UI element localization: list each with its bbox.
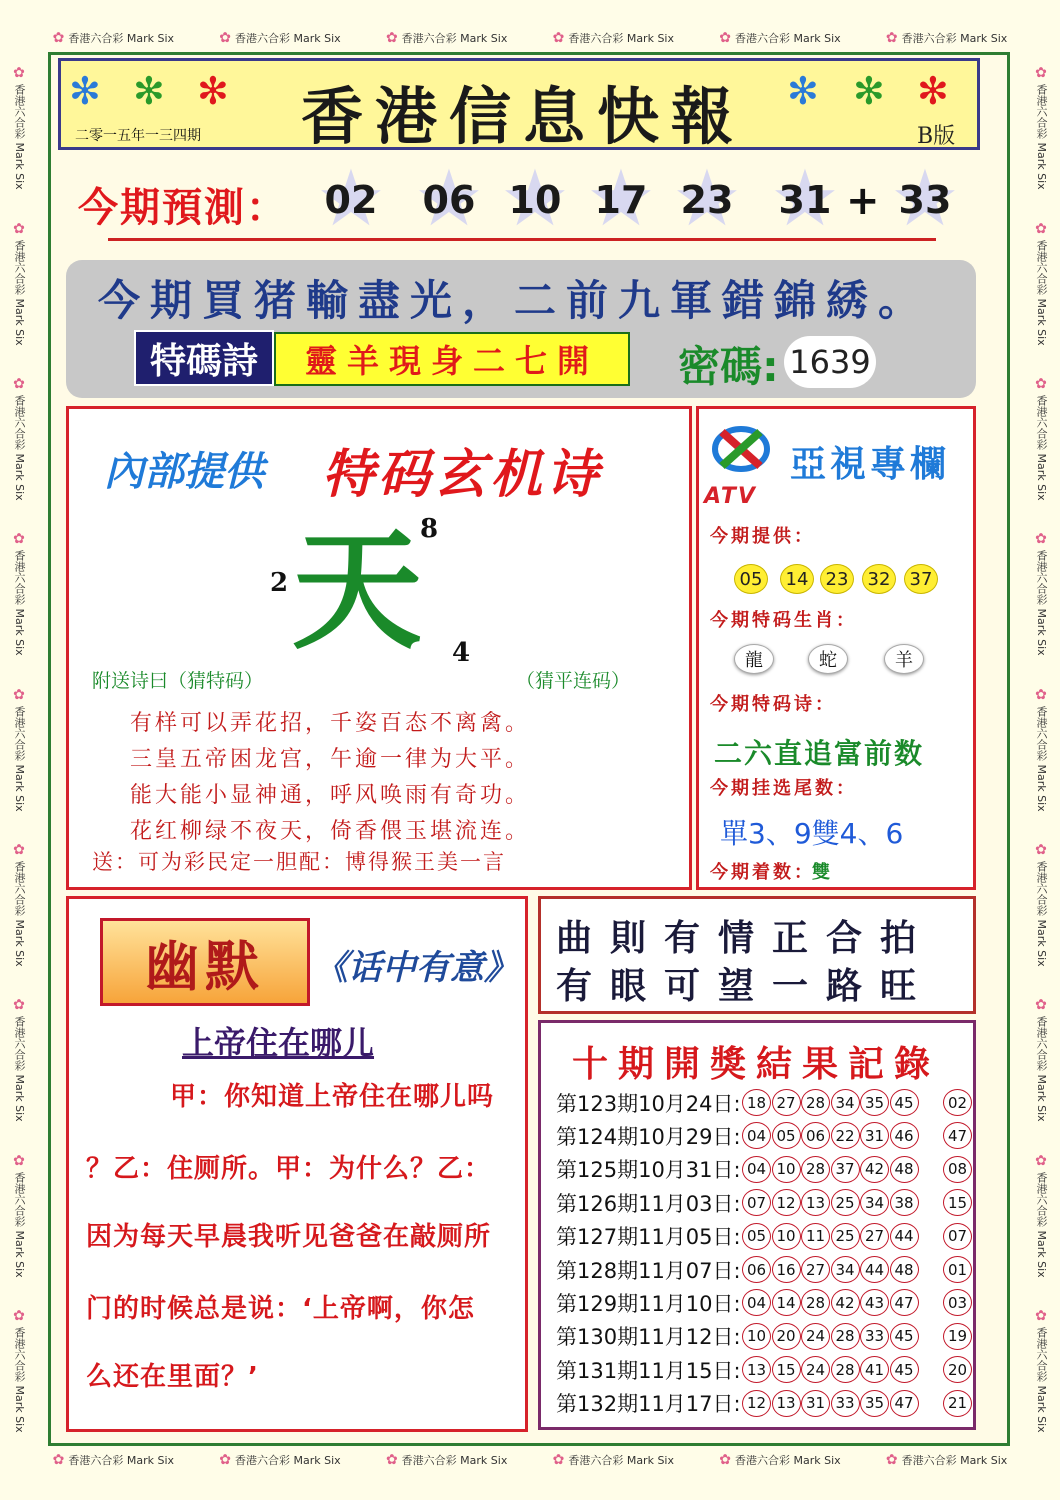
prediction-number: ★ 17	[576, 170, 666, 230]
result-ball: 04	[742, 1156, 771, 1183]
result-ball: 04	[742, 1122, 771, 1149]
results-title: 十期開獎結果記錄	[572, 1044, 941, 1085]
result-row	[556, 1387, 976, 1420]
result-ball: 14	[772, 1289, 801, 1316]
flower-icon: ✿	[385, 1452, 398, 1468]
result-row	[556, 1186, 976, 1219]
flower-icon: ✿	[1035, 686, 1047, 703]
flower-icon: ✻	[917, 69, 949, 113]
flower-icon: ✿	[13, 841, 25, 858]
flower-icon: ✻	[69, 69, 101, 113]
border-label: ✿ 香港六合彩 Mark Six	[13, 1307, 26, 1433]
result-ball: 04	[742, 1289, 771, 1316]
result-ball: 27	[772, 1089, 801, 1116]
border-label: ✿ 香港六合彩 Mark Six	[1035, 1152, 1048, 1278]
flower-icon: ✿	[13, 1152, 25, 1169]
result-ball: 44	[890, 1223, 919, 1250]
result-row	[556, 1153, 976, 1186]
secret-title-left: 內部提供	[104, 449, 264, 495]
result-special-ball: 03	[943, 1289, 972, 1316]
result-special-ball: 15	[943, 1189, 972, 1216]
flower-icon: ✿	[885, 1452, 898, 1468]
border-label: ✿ 香港六合彩 Mark Six	[13, 1152, 26, 1278]
flower-icon: ✿	[1035, 531, 1047, 548]
result-special-ball: 08	[943, 1156, 972, 1183]
result-ball: 06	[742, 1256, 771, 1283]
border-label: ✿ 香港六合彩 Mark Six	[552, 30, 674, 46]
code-label: 密碼:	[678, 342, 779, 391]
hint-left: 附送诗曰（猜特码）	[92, 670, 264, 692]
flower-icon: ✿	[1035, 1307, 1047, 1324]
border-label: ✿ 香港六合彩 Mark Six	[1035, 220, 1048, 346]
result-ball: 18	[742, 1089, 771, 1116]
atv-zodiac-label: 今期特码生肖：	[710, 610, 857, 631]
flower-icon: ✿	[52, 1452, 65, 1468]
humor-line: 么还在里面？’	[86, 1362, 259, 1392]
result-ball: 41	[860, 1356, 889, 1383]
result-ball: 15	[772, 1356, 801, 1383]
special-poem-text: 靈羊現身二七開	[274, 332, 630, 386]
border-label: ✿ 香港六合彩 Mark Six	[1035, 686, 1048, 812]
border-label: ✿ 香港六合彩 Mark Six	[219, 30, 341, 46]
result-ball: 35	[860, 1390, 889, 1417]
result-special-ball: 20	[943, 1356, 972, 1383]
special-poem-label: 特碼詩	[134, 330, 274, 386]
prediction-label: 今期預測：	[78, 185, 288, 231]
border-label: ✿ 香港六合彩 Mark Six	[13, 65, 26, 190]
result-ball: 13	[772, 1390, 801, 1417]
result-special-ball: 21	[943, 1390, 972, 1417]
poem-line: 有样可以弄花招，千姿百态不离禽。	[130, 711, 531, 736]
result-ball: 45	[890, 1089, 919, 1116]
border-label: ✿ 香港六合彩 Mark Six	[13, 686, 26, 812]
result-ball: 05	[772, 1122, 801, 1149]
flower-icon: ✿	[1035, 375, 1047, 392]
riddle-number-bottom: 4	[452, 638, 471, 668]
result-ball: 06	[801, 1122, 830, 1149]
result-ball: 45	[890, 1323, 919, 1350]
atv-tail-value: 單3、9雙4、6	[720, 817, 904, 850]
secret-title-right: 特码玄机诗	[322, 445, 603, 505]
atv-logo-icon	[710, 424, 772, 474]
riddle-character: 天	[292, 514, 423, 667]
result-ball: 25	[831, 1189, 860, 1216]
result-ball: 28	[831, 1356, 860, 1383]
result-ball: 28	[801, 1089, 830, 1116]
atv-title: 亞視專欄	[790, 443, 951, 485]
border-label: ✿ 香港六合彩 Mark Six	[13, 841, 26, 967]
flower-icon: ✿	[1035, 841, 1047, 858]
result-ball: 45	[890, 1356, 919, 1383]
border-label: ✿ 香港六合彩 Mark Six	[13, 220, 26, 346]
flower-icon: ✿	[13, 220, 25, 237]
border-label: ✿ 香港六合彩 Mark Six	[13, 531, 26, 656]
zodiac-badge: 蛇	[808, 644, 848, 674]
atv-logo-text: ATV	[704, 484, 757, 509]
result-ball: 10	[772, 1156, 801, 1183]
result-ball: 28	[831, 1323, 860, 1350]
border-label: ✿ 香港六合彩 Mark Six	[885, 1452, 1008, 1468]
riddle-number-top: 8	[420, 514, 439, 544]
prediction-special: ★ 33	[880, 170, 970, 230]
humor-badge: 幽默	[100, 918, 310, 1006]
result-ball: 10	[772, 1223, 801, 1250]
border-label: ✿ 香港六合彩 Mark Six	[552, 1452, 674, 1468]
poem-send: 送：可为彩民定一胆配：博得猴王美一言	[92, 850, 506, 874]
flower-icon: ✿	[219, 30, 232, 46]
flower-icon: ✿	[13, 65, 25, 82]
result-ball: 42	[860, 1156, 889, 1183]
humor-line: 因为每天早晨我听见爸爸在敲厕所	[86, 1222, 492, 1252]
code-value: 1639	[784, 336, 876, 388]
flower-icon: ✿	[885, 30, 898, 46]
border-label: ✿ 香港六合彩 Mark Six	[1035, 841, 1048, 967]
result-ball: 43	[860, 1289, 889, 1316]
riddle-number-left: 2	[270, 568, 289, 598]
flower-icon: ✿	[1035, 997, 1047, 1014]
result-row	[556, 1220, 976, 1253]
result-ball: 42	[831, 1289, 860, 1316]
flower-icon: ✿	[1035, 1152, 1047, 1169]
result-ball: 46	[890, 1122, 919, 1149]
result-ball: 12	[742, 1390, 771, 1417]
result-ball: 33	[860, 1323, 889, 1350]
provide-ball: 32	[862, 564, 896, 594]
border-label: ✿ 香港六合彩 Mark Six	[52, 30, 175, 46]
border-label: ✿ 香港六合彩 Mark Six	[52, 1452, 175, 1468]
provide-ball: 14	[780, 564, 814, 594]
atv-focus-value: 雙	[812, 862, 830, 883]
provide-ball: 05	[734, 564, 768, 594]
result-row	[556, 1320, 976, 1353]
proverb-line: 有眼可望一路旺	[556, 965, 935, 1007]
border-label: ✿ 香港六合彩 Mark Six	[13, 997, 26, 1122]
divider	[108, 238, 936, 241]
result-special-ball: 01	[943, 1256, 972, 1283]
provide-ball: 23	[820, 564, 854, 594]
result-row	[556, 1086, 976, 1119]
result-ball: 44	[860, 1256, 889, 1283]
result-label: 第129期11月10日:	[556, 1291, 741, 1316]
flower-icon: ✿	[219, 1452, 232, 1468]
zodiac-badge: 羊	[884, 644, 924, 674]
slogan: 今期買猪輸盡光，二前九軍錯錦綉。	[98, 276, 931, 325]
atv-focus-label: 今期着数：	[710, 862, 815, 883]
poem-line: 三皇五帝困龙宫，午逾一律为大平。	[130, 747, 531, 772]
result-ball: 34	[831, 1256, 860, 1283]
border-label: ✿ 香港六合彩 Mark Six	[385, 30, 508, 46]
prediction-plus: +	[846, 178, 880, 224]
header	[58, 58, 980, 153]
result-ball: 22	[831, 1122, 860, 1149]
flower-icon: ✻	[197, 69, 229, 113]
border-label: ✿ 香港六合彩 Mark Six	[219, 1452, 341, 1468]
atv-provide-label: 今期提供：	[710, 526, 815, 547]
hint-right: （猜平连码）	[516, 670, 631, 692]
result-special-ball: 47	[943, 1122, 972, 1149]
result-ball: 47	[890, 1289, 919, 1316]
flower-icon: ✻	[133, 69, 165, 113]
prediction-number: ★ 06	[404, 170, 494, 230]
result-label: 第125期10月31日:	[556, 1158, 741, 1183]
border-bottom	[30, 1448, 1030, 1472]
result-ball: 27	[860, 1223, 889, 1250]
border-label: ✿ 香港六合彩 Mark Six	[1035, 531, 1048, 656]
flower-icon: ✿	[13, 1307, 25, 1324]
result-ball: 48	[890, 1256, 919, 1283]
result-row	[556, 1286, 976, 1319]
result-label: 第131期11月15日:	[556, 1358, 741, 1383]
result-ball: 07	[742, 1189, 771, 1216]
border-label: ✿ 香港六合彩 Mark Six	[1035, 375, 1048, 501]
result-row	[556, 1253, 976, 1286]
border-label: ✿ 香港六合彩 Mark Six	[719, 30, 841, 46]
page-title: 香港信息快報	[301, 80, 746, 153]
result-ball: 24	[801, 1323, 830, 1350]
result-label: 第130期11月12日:	[556, 1325, 741, 1350]
atv-poem-label: 今期特码诗：	[710, 694, 836, 715]
flower-icon: ✿	[1035, 65, 1047, 82]
result-row	[556, 1353, 976, 1386]
result-ball: 37	[831, 1156, 860, 1183]
result-ball: 47	[890, 1390, 919, 1417]
border-label: ✿ 香港六合彩 Mark Six	[13, 375, 26, 501]
flower-icon: ✿	[13, 531, 25, 548]
result-label: 第128期11月07日:	[556, 1258, 741, 1283]
result-label: 第127期11月05日:	[556, 1225, 741, 1250]
flower-icon: ✻	[787, 69, 819, 113]
border-label: ✿ 香港六合彩 Mark Six	[719, 1452, 841, 1468]
flower-icon: ✿	[552, 1452, 565, 1468]
edition-label: B版	[917, 124, 956, 149]
result-ball: 24	[801, 1356, 830, 1383]
atv-tail-label: 今期挂选尾数：	[710, 778, 857, 799]
atv-poem: 二六直追富前数	[714, 737, 925, 770]
result-ball: 48	[890, 1156, 919, 1183]
border-right	[1026, 50, 1056, 1448]
result-label: 第123期10月24日:	[556, 1091, 741, 1116]
result-ball: 28	[801, 1156, 830, 1183]
humor-line: ？乙：住厕所。甲：为什么？乙：	[86, 1154, 492, 1184]
result-label: 第124期10月29日:	[556, 1124, 741, 1149]
flower-icon: ✻	[853, 69, 885, 113]
border-label: ✿ 香港六合彩 Mark Six	[1035, 1307, 1048, 1433]
humor-line: 门的时候总是说：‘上帝啊，你怎	[86, 1294, 475, 1324]
prediction-number: ★ 23	[662, 170, 752, 230]
border-label: ✿ 香港六合彩 Mark Six	[1035, 997, 1048, 1122]
result-ball: 27	[801, 1256, 830, 1283]
border-left	[4, 50, 34, 1448]
flower-icon: ✿	[13, 375, 25, 392]
issue-number: 二零一五年一三四期	[75, 128, 201, 144]
flower-icon: ✿	[1035, 220, 1047, 237]
prediction-number: ★ 10	[490, 170, 580, 230]
result-ball: 28	[801, 1289, 830, 1316]
flower-icon: ✿	[52, 30, 65, 46]
result-special-ball: 02	[943, 1089, 972, 1116]
border-top	[30, 26, 1030, 50]
result-ball: 38	[890, 1189, 919, 1216]
flower-icon: ✿	[719, 30, 731, 46]
result-ball: 34	[860, 1189, 889, 1216]
poem-line: 花红柳绿不夜天，倚香偎玉堪流连。	[130, 819, 531, 844]
result-ball: 31	[801, 1390, 830, 1417]
humor-heading: 上帝住在哪儿	[182, 1024, 375, 1062]
result-ball: 31	[860, 1122, 889, 1149]
flower-icon: ✿	[385, 30, 398, 46]
result-label: 第132期11月17日:	[556, 1392, 741, 1417]
result-ball: 16	[772, 1256, 801, 1283]
result-ball: 35	[860, 1089, 889, 1116]
humor-line: 甲：你知道上帝住在哪儿吗	[170, 1082, 495, 1112]
result-ball: 25	[831, 1223, 860, 1250]
provide-ball: 37	[904, 564, 938, 594]
result-ball: 05	[742, 1223, 771, 1250]
flower-icon: ✿	[13, 686, 25, 703]
flower-icon: ✿	[552, 30, 565, 46]
border-label: ✿ 香港六合彩 Mark Six	[1035, 65, 1048, 190]
prediction-number: ★ 02	[306, 170, 396, 230]
border-label: ✿ 香港六合彩 Mark Six	[385, 1452, 508, 1468]
result-ball: 34	[831, 1089, 860, 1116]
result-ball: 12	[772, 1189, 801, 1216]
result-ball: 20	[772, 1323, 801, 1350]
prediction-number: ★ 31	[760, 170, 850, 230]
zodiac-badge: 龍	[734, 644, 774, 674]
result-ball: 11	[801, 1223, 830, 1250]
flower-icon: ✿	[13, 997, 25, 1014]
poem-line: 能大能小显神通，呼风唤雨有奇功。	[130, 783, 531, 808]
proverb-line: 曲則有情正合拍	[556, 917, 935, 959]
result-ball: 33	[831, 1390, 860, 1417]
result-ball: 13	[742, 1356, 771, 1383]
result-ball: 10	[742, 1323, 771, 1350]
result-special-ball: 19	[943, 1323, 972, 1350]
border-label: ✿ 香港六合彩 Mark Six	[885, 30, 1008, 46]
result-ball: 13	[801, 1189, 830, 1216]
flower-icon: ✿	[719, 1452, 731, 1468]
humor-subtitle: 《话中有意》	[314, 948, 518, 988]
result-row	[556, 1119, 976, 1152]
result-label: 第126期11月03日:	[556, 1191, 741, 1216]
result-special-ball: 07	[943, 1223, 972, 1250]
